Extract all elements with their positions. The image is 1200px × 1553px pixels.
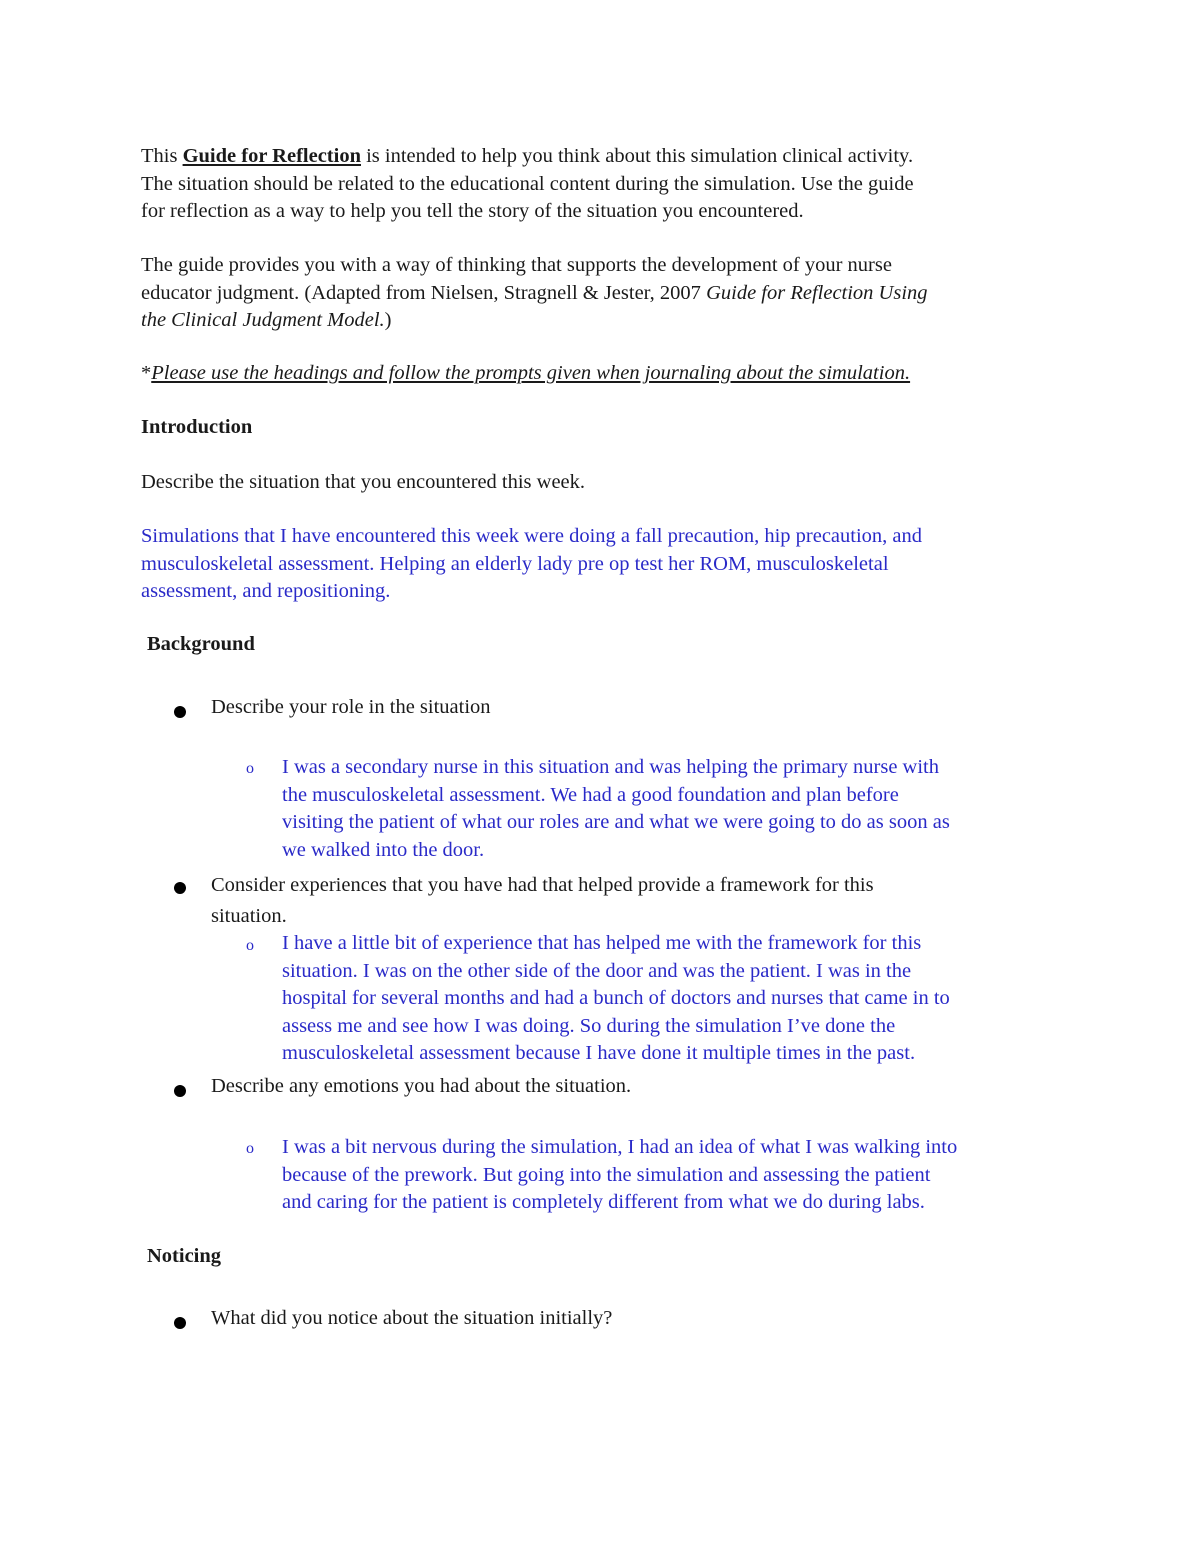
sub-bullet-icon: o xyxy=(246,937,254,954)
sub-bullet-icon: o xyxy=(246,760,254,777)
background-answer-emotions: I was a bit nervous during the simulation, I had an idea of what I was walking into because of the prework. But going into the simulation and assessing the patient and caring for the patient is completely different from what we do during labs. xyxy=(282,1136,958,1213)
journaling-note: *Please use the headings and follow the prompts given when journaling about the simulation. xyxy=(141,362,911,384)
intro-p2-line-3: the Clinical Judgment Model.) xyxy=(141,309,392,331)
background-answer-experience: I have a little bit of experience that has helped me with the framework for this situation. I was on the other side of the door and was the patient. I was in the hospital for several months and had a bunch of doctors and nurses that came in to assess me and see how I was doing. So during the simulation I’ve done the musculoskeletal assessment because I have done it multiple times in the past. xyxy=(282,932,950,1064)
noticing-heading: Noticing xyxy=(147,1245,222,1267)
intro-p1-line-1: This Guide for Reflection is intended to help you think about this simulation clinical activity. xyxy=(141,145,914,167)
bullet-icon xyxy=(174,882,186,894)
sub-bullet-icon: o xyxy=(246,1140,254,1157)
noticing-prompt-initial: What did you notice about the situation initially? xyxy=(211,1307,613,1329)
intro-p2-line-1: The guide provides you with a way of thinking that supports the development of your nurse xyxy=(141,254,892,276)
background-answer-role: I was a secondary nurse in this situation and was helping the primary nurse with the musculoskeletal assessment. We had a good foundation and plan before visiting the patient of what our roles are and what we were going to do as soon as we walked into the door. xyxy=(282,756,950,861)
bullet-icon xyxy=(174,1085,186,1097)
introduction-answer: Simulations that I have encountered this week were doing a fall precaution, hip precaution, and musculoskeletal assessment. Helping an elderly lady pre op test her ROM, musculoskeletal assessment, and repositioning. xyxy=(141,525,923,602)
guide-title: Guide for Reflection xyxy=(182,145,361,167)
background-prompt-experience: Consider experiences that you have had that helped provide a framework for this situation. xyxy=(211,874,874,927)
intro-paragraph-1 xyxy=(141,143,914,226)
citation-title-part-2: the Clinical Judgment Model. xyxy=(141,309,385,331)
background-heading: Background xyxy=(147,633,255,655)
bullet-icon xyxy=(174,706,186,718)
intro-paragraph-2 xyxy=(141,252,928,335)
background-prompt-role: Describe your role in the situation xyxy=(211,696,491,718)
journaling-note-text: Please use the headings and follow the prompts given when journaling about the simulation. xyxy=(151,362,911,384)
background-prompt-emotions: Describe any emotions you had about the situation. xyxy=(211,1075,632,1097)
intro-p2-line-2: educator judgment. (Adapted from Nielsen, Stragnell & Jester, 2007 Guide for Reflection Using xyxy=(141,281,928,304)
citation-title-part-1: Guide for Reflection Using xyxy=(706,281,928,304)
introduction-heading: Introduction xyxy=(141,416,253,438)
introduction-prompt: Describe the situation that you encountered this week. xyxy=(141,471,586,493)
intro-p1-line-3: for reflection as a way to help you tell the story of the situation you encountered. xyxy=(141,200,804,222)
bullet-icon xyxy=(174,1317,186,1329)
intro-p1-line-2: The situation should be related to the educational content during the simulation. Use the guide xyxy=(141,172,914,195)
